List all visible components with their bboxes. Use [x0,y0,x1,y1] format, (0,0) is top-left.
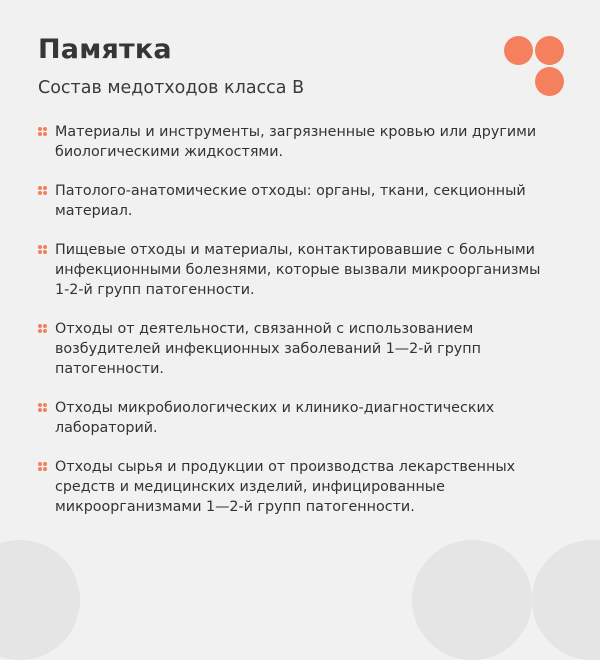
bullet-icon [38,245,47,254]
logo-dot-icon [535,36,564,65]
list-item [38,319,558,379]
list-item [38,181,558,221]
list-item [38,398,558,438]
page-title: Памятка [38,34,172,65]
list-item [38,457,558,517]
list-item-text: Отходы сырья и продукции от производства лекарственных средств и медицинских изделий, инфицированные микроорганизмами 1—2-й групп патогенности. [55,459,516,515]
list-item-text: Пищевые отходы и материалы, контактировавшие с больными инфекционными болезнями, которые вызвали микроорганизмы 1-2-й групп патогенности. [55,242,541,298]
list-item-text: Отходы от деятельности, связанной с использованием возбудителей инфекционных заболеваний 1—2-й групп патогенности. [55,321,481,377]
bullet-icon [38,403,47,412]
three-dots-logo-icon [504,36,564,96]
logo-dot-icon [504,36,533,65]
logo-dot-icon [535,67,564,96]
bullet-icon [38,186,47,195]
decor-circle-right-1 [412,540,532,660]
bullet-icon [38,462,47,471]
list-item [38,122,558,162]
list-item-text: Материалы и инструменты, загрязненные кровью или другими биологическими жидкостями. [55,124,537,160]
page-subtitle: Состав медотходов класса В [38,78,305,98]
bullet-icon [38,127,47,136]
list-item-text: Патолого-анатомические отходы: органы, ткани, секционный материал. [55,183,526,219]
decor-circle-left [0,540,80,660]
list-item-text: Отходы микробиологических и клинико-диагностических лабораторий. [55,400,495,436]
decor-circle-right-2 [532,540,600,660]
waste-list [38,122,558,536]
bullet-icon [38,324,47,333]
list-item [38,240,558,300]
